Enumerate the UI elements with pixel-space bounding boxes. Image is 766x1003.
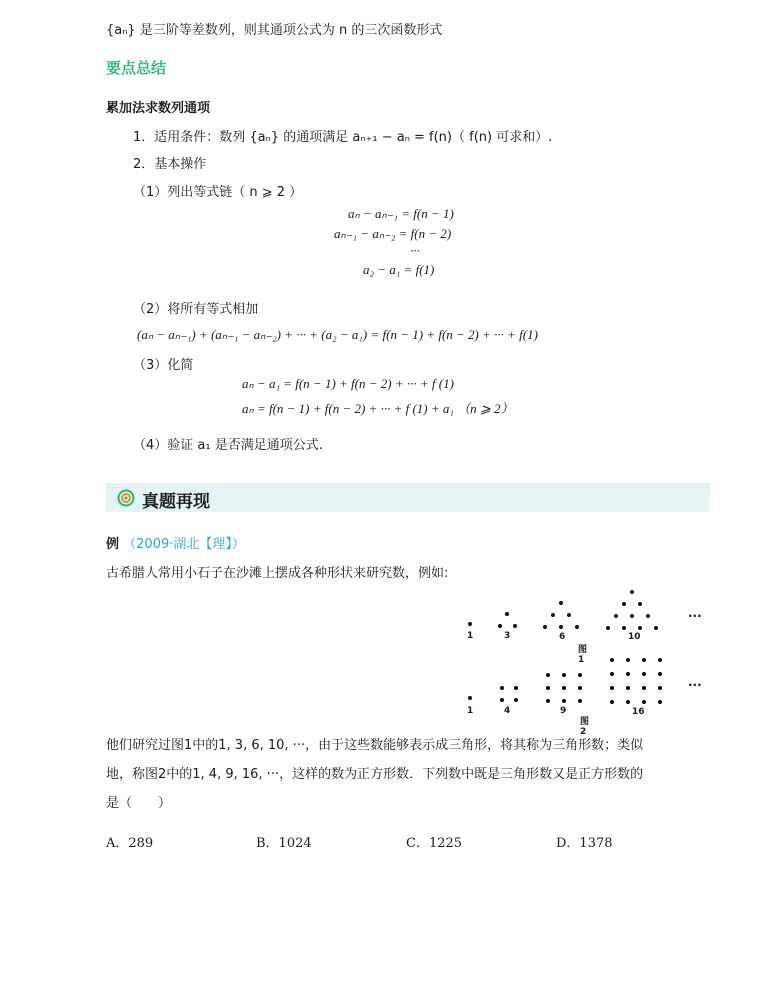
fig2-label-16: 16 (632, 707, 645, 717)
dot (658, 700, 662, 704)
fig1-ellipsis: ··· (688, 609, 702, 623)
problem-line-1: 他们研究过图1中的1, 3, 6, 10, ···，由于这些数能够表示成三角形，将其称为三角形数；类似 (106, 738, 644, 753)
dot (559, 625, 563, 629)
simplified-eq-1: aₙ − a₁ = f(n − 1) + f(n − 2) + ··· + f (1) (242, 376, 454, 391)
dot (514, 686, 518, 690)
fig1-label-1: 1 (467, 631, 474, 641)
example-heading (106, 533, 245, 552)
summary-title: 要点总结 (106, 59, 167, 77)
dot (610, 700, 614, 704)
example-label: 例 (106, 537, 120, 552)
dot (562, 699, 566, 703)
choice-c[interactable]: C．1225 (406, 836, 463, 851)
fig1-label-10: 10 (628, 632, 641, 642)
fig1-caption: 图1 (578, 645, 588, 665)
dot (543, 625, 547, 629)
dot (575, 625, 579, 629)
dot (658, 686, 662, 690)
step-list-chain: （1）列出等式链（ n ⩾ 2 ） (133, 185, 303, 200)
dot (578, 699, 582, 703)
dot (642, 658, 646, 662)
dot (658, 672, 662, 676)
item-applicable-condition: 1．适用条件：数列 {aₙ} 的通项满足 aₙ₊₁ − aₙ = f(n)（ f(n) 可求和）. (133, 130, 553, 145)
sum-equation: (aₙ − aₙ₋₁) + (aₙ₋₁ − aₙ₋₂) + ··· + (a₂ − a₁) = f(n − 1) + f(n − 2) + ··· + f(1) (137, 327, 538, 342)
dot (513, 624, 517, 628)
dot (642, 672, 646, 676)
dot (505, 612, 509, 616)
dot (622, 602, 626, 606)
dot (630, 614, 634, 618)
fig2-ellipsis: ··· (688, 678, 702, 692)
dot (500, 686, 504, 690)
dot (626, 686, 630, 690)
dot (638, 602, 642, 606)
dot (642, 700, 646, 704)
step-add-all: （2）将所有等式相加 (133, 302, 259, 317)
dot (468, 622, 472, 626)
dot (546, 673, 550, 677)
dot (654, 626, 658, 630)
dot (642, 686, 646, 690)
fig2-caption: 图2 (580, 717, 590, 737)
dot (546, 699, 550, 703)
dot (578, 686, 582, 690)
dot (606, 626, 610, 630)
dot (622, 626, 626, 630)
dot (626, 672, 630, 676)
choice-b[interactable]: B．1024 (256, 836, 312, 851)
dot (610, 686, 614, 690)
dot (562, 686, 566, 690)
intro-text: {aₙ} 是三阶等差数列，则其通项公式为 n 的三次函数形式 (106, 23, 443, 38)
method-title: 累加法求数列通项 (106, 101, 211, 116)
dot (562, 673, 566, 677)
fig1-label-3: 3 (504, 631, 511, 641)
problem-intro: 古希腊人常用小石子在沙滩上摆成各种形状来研究数，例如: (106, 566, 449, 581)
dot (638, 626, 642, 630)
chain-eq-2: aₙ₋₁ − aₙ₋₂ = f(n − 2) (334, 226, 452, 241)
step-simplify: （3）化简 (133, 358, 194, 373)
dot (468, 696, 472, 700)
dot (500, 698, 504, 702)
section-title: 真题再现 (142, 492, 210, 512)
dot (559, 601, 563, 605)
fig1-label-6: 6 (559, 632, 566, 642)
fig2-label-9: 9 (560, 706, 567, 716)
item-basic-operation: 2．基本操作 (133, 157, 207, 172)
dot (498, 624, 502, 628)
dot (630, 590, 634, 594)
dot (514, 698, 518, 702)
chain-ellipsis: ··· (410, 243, 420, 258)
dot (567, 613, 571, 617)
problem-line-2: 地，称图2中的1, 4, 9, 16, ···，这样的数为正方形数．下列数中既是三角形数又是正方形数的 (106, 767, 644, 782)
dot (614, 614, 618, 618)
dot (610, 658, 614, 662)
fig2-label-1: 1 (467, 706, 474, 716)
chain-eq-last: a₂ − a₁ = f(1) (363, 262, 435, 277)
dot (546, 686, 550, 690)
problem-line-3: 是（ ） (106, 796, 172, 811)
dot (578, 673, 582, 677)
step-verify: （4）验证 a₁ 是否满足通项公式. (133, 438, 323, 453)
example-source: （2009·湖北【理】） (123, 537, 245, 552)
dot (551, 613, 555, 617)
choice-a[interactable]: A．289 (106, 836, 154, 851)
dot (646, 614, 650, 618)
fig2-label-4: 4 (504, 706, 511, 716)
chain-eq-1: aₙ − aₙ₋₁ = f(n − 1) (348, 206, 454, 221)
target-icon (117, 489, 135, 507)
choice-d[interactable]: D．1378 (556, 836, 613, 851)
simplified-eq-2: aₙ = f(n − 1) + f(n − 2) + ··· + f (1) + a₁ （n ⩾ 2） (242, 401, 514, 416)
dot (658, 658, 662, 662)
dot (626, 658, 630, 662)
dot (626, 700, 630, 704)
dot (610, 672, 614, 676)
